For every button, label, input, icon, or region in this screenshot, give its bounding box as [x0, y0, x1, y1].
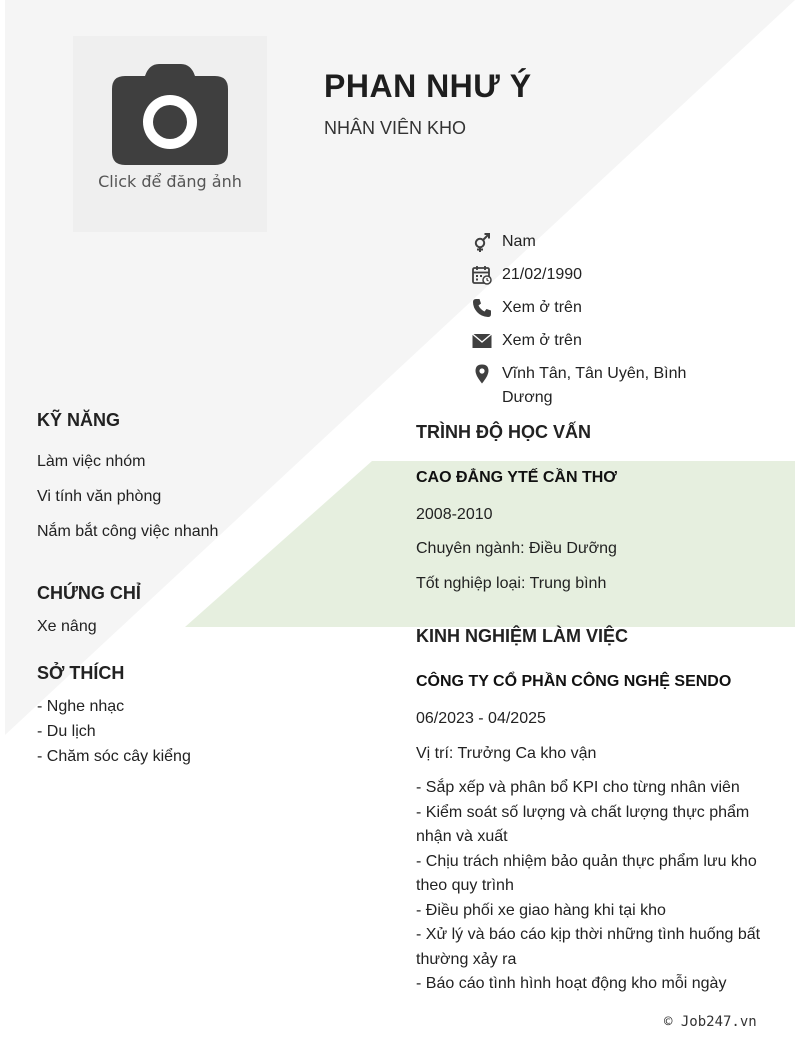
duty-item: - Điều phối xe giao hàng khi tại kho: [416, 901, 666, 919]
contact-birthday: [472, 265, 732, 287]
duty-item: - Kiểm soát số lượng và chất lượng thực phẩm nhận và xuất: [416, 803, 750, 845]
contact-info: [472, 232, 732, 421]
phone-value: Xem ở trên: [502, 299, 582, 316]
experience-duties: [416, 776, 778, 997]
contact-email: [472, 331, 732, 353]
hobbies-heading: SỞ THÍCH: [37, 663, 125, 683]
duty-item: - Sắp xếp và phân bổ KPI cho từng nhân viên: [416, 779, 740, 796]
experience-heading: KINH NGHIỆM LÀM VIỆC: [416, 626, 629, 646]
candidate-name: PHAN NHƯ Ý: [324, 68, 532, 104]
skill-item: Nắm bắt công việc nhanh: [37, 523, 219, 540]
education-period: 2008-2010: [416, 506, 493, 523]
experience-position: Vị trí: Trưởng Ca kho vận: [416, 745, 597, 762]
phone-icon: [472, 298, 492, 318]
address-value: Vĩnh Tân, Tân Uyên, Bình Dương: [502, 365, 687, 406]
photo-upload-label: Click để đăng ảnh: [98, 172, 242, 191]
photo-upload[interactable]: [73, 36, 267, 232]
experience-company: CÔNG TY CỔ PHẦN CÔNG NGHỆ SENDO: [416, 673, 732, 690]
contact-address: [472, 364, 732, 410]
education-school: CAO ĐẲNG YTẾ CẦN THƠ: [416, 469, 617, 486]
contact-gender: [472, 232, 732, 254]
hobby-item: - Nghe nhạc: [37, 698, 125, 715]
skill-item: Vi tính văn phòng: [37, 488, 162, 505]
education-heading: TRÌNH ĐỘ HỌC VẤN: [416, 422, 591, 442]
duty-item: - Báo cáo tình hình hoạt động kho mỗi ngày: [416, 975, 727, 992]
birthday-value: 21/02/1990: [502, 266, 583, 283]
skill-item: Làm việc nhóm: [37, 453, 146, 470]
calendar-icon: [472, 265, 492, 285]
copyright-footer: © Job247.vn: [664, 1014, 757, 1030]
duty-item: - Chịu trách nhiệm bảo quản thực phẩm lưu kho theo quy trình: [416, 852, 757, 894]
certificate-item: Xe nâng: [37, 618, 97, 635]
camera-icon: [111, 64, 229, 166]
experience-period: 06/2023 - 04/2025: [416, 710, 546, 727]
duty-item: - Xử lý và báo cáo kịp thời những tình huống bất thường xảy ra: [416, 926, 761, 968]
contact-phone: [472, 298, 732, 320]
gender-icon: [472, 232, 492, 252]
email-value: Xem ở trên: [502, 332, 582, 349]
certificates-heading: CHỨNG CHỈ: [37, 583, 141, 603]
location-pin-icon: [472, 364, 492, 384]
job-title: NHÂN VIÊN KHO: [324, 118, 467, 138]
hobby-item: - Du lịch: [37, 723, 96, 740]
hobby-item: - Chăm sóc cây kiểng: [37, 748, 191, 765]
gender-value: Nam: [502, 233, 536, 250]
email-icon: [472, 331, 492, 351]
education-grade: Tốt nghiệp loại: Trung bình: [416, 575, 607, 592]
skills-heading: KỸ NĂNG: [37, 410, 121, 430]
education-major: Chuyên ngành: Điều Dưỡng: [416, 540, 617, 557]
